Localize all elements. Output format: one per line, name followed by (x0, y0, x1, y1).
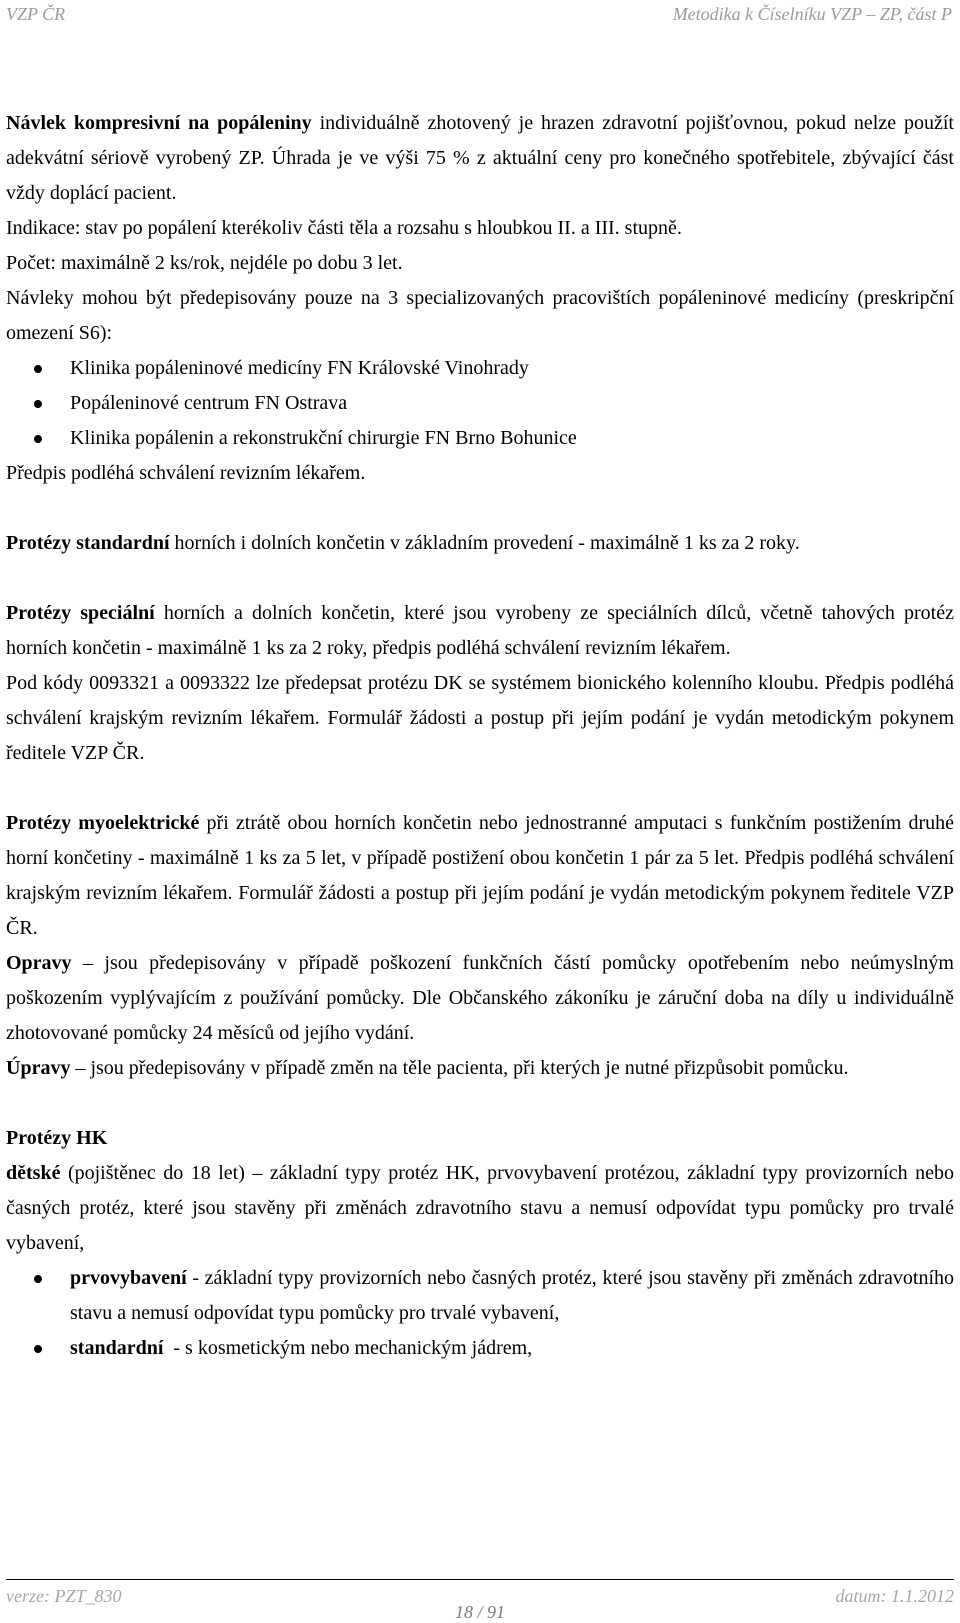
opravy-paragraph: Opravy – jsou předepisovány v případě poškození funkčních částí pomůcky opotřebením nebo neúmyslným poškozením vyplývajícím z používání pomůcky. Dle Občanského zákoníku je záruční doba na díly u individuálně zhotovované pomůcky 24 měsíců od jejího vydání. (6, 952, 954, 1044)
page-footer (6, 1579, 954, 1622)
opravy-title: Opravy (6, 952, 72, 974)
special-codes-paragraph: Pod kódy 0093321 a 0093322 lze předepsat protézu DK se systémem bionického kolenního kloubu. Předpis podléhá schválení krajským revizním lékařem. Formulář žádosti a postup při jejím podání je vydán metodickým pokynem ředitele VZP ČR. (6, 672, 954, 764)
burn-centers-list (6, 351, 954, 456)
list-item: Klinika popálenin a rekonstrukční chirurgie FN Brno Bohunice (6, 421, 954, 456)
myo-title: Protézy myoelektrické (6, 812, 200, 834)
list-item: Klinika popáleninové medicíny FN Královské Vinohrady (6, 351, 954, 386)
footer-date: datum: 1.1.2012 (835, 1586, 954, 1606)
header-document-title: Metodika k Číselníku VZP – ZP, část P (672, 4, 952, 24)
hk-detske-paragraph: dětské (pojištěnec do 18 let) – základní typy protéz HK, prvovybavení protézou, základní typy provizorních nebo časných protéz, které jsou stavěny při změnách zdravotního stavu a nemusí odpovídat typu pomůcky pro trvalé vybavení, (6, 1162, 954, 1254)
navlek-schvaleni: Předpis podléhá schválení revizním lékařem. (6, 462, 366, 484)
list-item: standardní - s kosmetickým nebo mechanickým jádrem, (6, 1331, 954, 1366)
navlek-predepis: Návleky mohou být předepisovány pouze na 3 specializovaných pracovištích popáleninové medicíny (preskripční omezení S6): (6, 287, 954, 344)
special-paragraph: Protézy speciální horních a dolních končetin, které jsou vyrobeny ze speciálních dílců, včetně tahových protéz horních končetin - maximálně 1 ks za 2 roky, předpis podléhá schválení revizním lékařem. (6, 602, 954, 659)
navlek-title: Návlek kompresivní na popáleniny (6, 112, 312, 134)
page-number: 18 / 91 (454, 1602, 505, 1622)
upravy-title: Úpravy (6, 1057, 71, 1079)
special-title: Protézy speciální (6, 602, 155, 624)
hk-type-list (6, 1261, 954, 1366)
navlek-pocet: Počet: maximálně 2 ks/rok, nejdéle po dobu 3 let. (6, 252, 403, 274)
list-item: Popáleninové centrum FN Ostrava (6, 386, 954, 421)
myo-paragraph: Protézy myoelektrické při ztrátě obou horních končetin nebo jednostranné amputaci s funkčním postižením druhé horní končetiny - maximálně 1 ks za 5 let, v případě postižení obou končetin 1 pár za 5 let. Předpis podléhá schválení krajským revizním lékařem. Formulář žádosti a postup při jejím podání je vydán metodickým pokynem ředitele VZP ČR. (6, 812, 954, 939)
standard-title: Protézy standardní (6, 532, 170, 554)
hk-heading: Protézy HK (6, 1127, 108, 1149)
upravy-paragraph: Úpravy – jsou předepisovány v případě změn na těle pacienta, při kterých je nutné přizpůsobit pomůcku. (6, 1057, 849, 1079)
standard-paragraph: Protézy standardní horních i dolních končetin v základním provedení - maximálně 1 ks za 2 roky. (6, 532, 800, 554)
document-body (6, 106, 954, 1366)
navlek-indikace: Indikace: stav po popálení kterékoliv části těla a rozsahu s hloubkou II. a III. stupně. (6, 217, 682, 239)
footer-version: verze: PZT_830 (6, 1586, 122, 1606)
hk-detske-label: dětské (6, 1162, 61, 1184)
list-item: prvovybavení - základní typy provizorních nebo časných protéz, které jsou stavěny při změnách zdravotního stavu a nemusí odpovídat typu pomůcky pro trvalé vybavení, (6, 1261, 954, 1331)
navlek-paragraph: Návlek kompresivní na popáleniny individuálně zhotovený je hrazen zdravotní pojišťovnou, pokud nelze použít adekvátní sériově vyrobený ZP. Úhrada je ve výši 75 % z aktuální ceny pro konečného spotřebitele, zbývající část vždy doplácí pacient. (6, 112, 954, 204)
page-header (6, 4, 952, 26)
header-org: VZP ČR (6, 4, 66, 24)
